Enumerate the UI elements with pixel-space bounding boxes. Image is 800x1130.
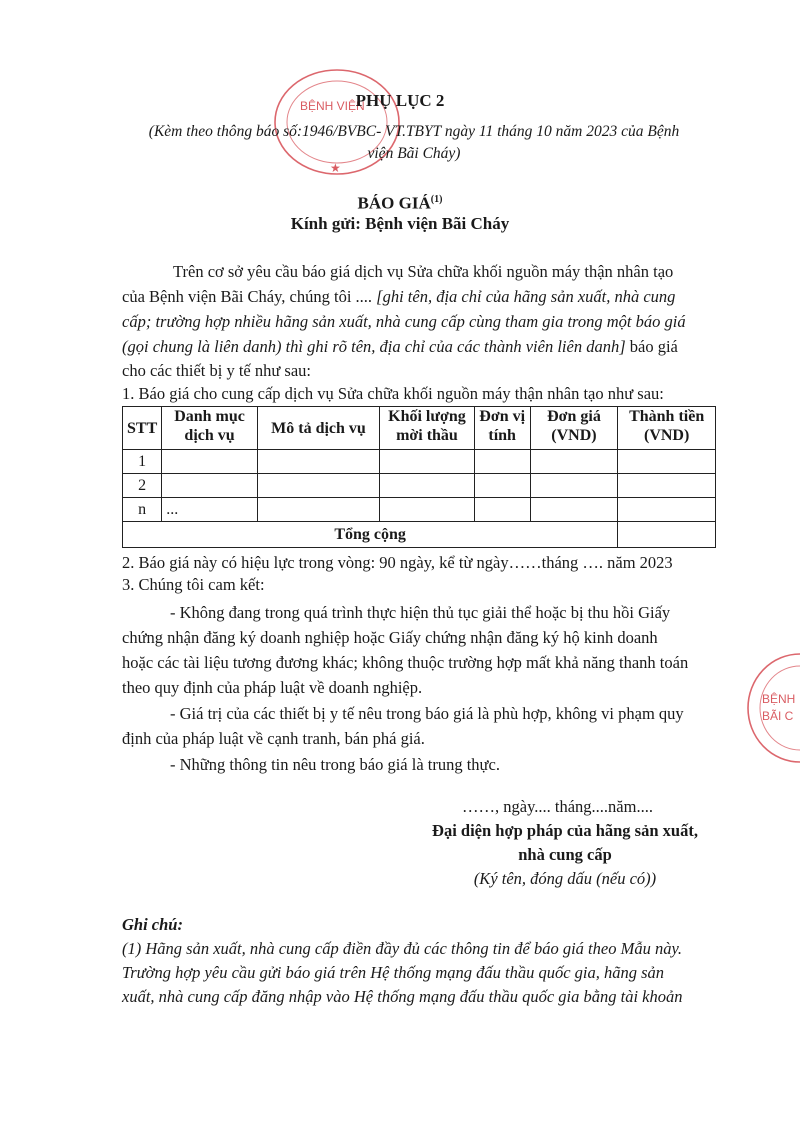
table-row: n ... bbox=[123, 498, 716, 522]
commit-2-line-1: - Giá trị của các thiết bị y tế nêu trong báo giá là phù hợp, không vi phạm quy bbox=[170, 704, 684, 723]
col-header-amount: Thành tiền (VND) bbox=[618, 407, 716, 450]
quote-table bbox=[122, 406, 716, 548]
col-header-service: Danh mục dịch vụ bbox=[162, 407, 258, 450]
item-3: 3. Chúng tôi cam kết: bbox=[122, 575, 265, 594]
quote-title: BÁO GIÁ$^{(1)}$ bbox=[357, 193, 443, 213]
col-header-description: Mô tả dịch vụ bbox=[257, 407, 379, 450]
stamp-text: BỆNH VIỆN bbox=[300, 99, 365, 113]
commit-1-line-3: hoặc các tài liệu tương đương khác; không thuộc trường hợp mất khả năng thanh toán bbox=[122, 653, 689, 672]
intro-line-4: (gọi chung là liên danh) thì ghi rõ tên, địa chỉ của các thành viên liên danh] báo giá bbox=[122, 337, 678, 356]
intro-line-1: Trên cơ sở yêu cầu báo giá dịch vụ Sửa chữa khối nguồn máy thận nhân tạo bbox=[173, 262, 674, 281]
intro-line-3: cấp; trường hợp nhiều hãng sản xuất, nhà cung cấp cùng tham gia trong một báo giá bbox=[122, 312, 686, 331]
table-total-row bbox=[123, 522, 716, 548]
signature-role-1: Đại diện hợp pháp của hãng sản xuất, bbox=[432, 821, 698, 840]
signature-role-2: nhà cung cấp bbox=[518, 845, 612, 864]
commit-1-line-1: - Không đang trong quá trình thực hiện thủ tục giải thể hoặc bị thu hồi Giấy bbox=[170, 603, 671, 622]
item-2: 2. Báo giá này có hiệu lực trong vòng: 90 ngày, kể từ ngày……tháng …. năm 2023 bbox=[122, 553, 673, 572]
commit-2-line-2: định của pháp luật về cạnh tranh, bán phá giá. bbox=[122, 729, 425, 748]
table-header-row bbox=[123, 407, 716, 450]
svg-text:★: ★ bbox=[330, 161, 341, 175]
item-1: 1. Báo giá cho cung cấp dịch vụ Sửa chữa khối nguồn máy thận nhân tạo như sau: bbox=[122, 384, 664, 403]
commit-3: - Những thông tin nêu trong báo giá là trung thực. bbox=[170, 755, 500, 774]
appendix-subtitle-1: (Kèm theo thông báo số:1946/BVBC- VT.TBYT ngày 11 tháng 10 năm 2023 của Bệnh bbox=[148, 123, 680, 140]
intro-line-5: cho các thiết bị y tế như sau: bbox=[122, 361, 312, 380]
note-1-line-1: (1) Hãng sản xuất, nhà cung cấp điền đầy đủ các thông tin để báo giá theo Mẫu này. bbox=[122, 939, 682, 958]
appendix-subtitle-2: viện Bãi Cháy) bbox=[367, 145, 461, 162]
signature-date: ……, ngày.... tháng....năm.... bbox=[462, 797, 653, 816]
commit-1-line-2: chứng nhận đăng ký doanh nghiệp hoặc Giấy chứng nhận đăng ký hộ kinh doanh bbox=[122, 628, 658, 647]
note-1-line-2: Trường hợp yêu cầu gửi báo giá trên Hệ thống mạng đấu thầu quốc gia, hãng sản bbox=[122, 963, 665, 982]
intro-line-2: của Bệnh viện Bãi Cháy, chúng tôi .... [ghi tên, địa chỉ của hãng sản xuất, nhà cung bbox=[122, 287, 676, 306]
col-header-unit-price: Đơn giá (VND) bbox=[530, 407, 618, 450]
signature-note: (Ký tên, đóng dấu (nếu có)) bbox=[473, 869, 657, 888]
total-label: Tổng cộng bbox=[123, 522, 618, 548]
side-stamp-text: BỆNH bbox=[762, 692, 796, 706]
side-stamp bbox=[738, 648, 800, 768]
notes-label: Ghi chú: bbox=[122, 915, 183, 934]
col-header-quantity: Khối lượng mời thầu bbox=[380, 407, 475, 450]
svg-text:BÃI C: BÃI C bbox=[762, 709, 794, 723]
appendix-title: PHỤ LỤC 2 bbox=[355, 91, 445, 110]
col-header-unit: Đơn vị tính bbox=[474, 407, 530, 450]
recipient: Kính gửi: Bệnh viện Bãi Cháy bbox=[290, 214, 510, 233]
table-row: 2 bbox=[123, 474, 716, 498]
col-header-stt: STT bbox=[123, 407, 162, 450]
commit-1-line-4: theo quy định của pháp luật về doanh nghiệp. bbox=[122, 678, 423, 697]
note-1-line-3: xuất, nhà cung cấp đăng nhập vào Hệ thống mạng đấu thầu quốc gia bằng tài khoản bbox=[122, 987, 683, 1006]
table-row: 1 bbox=[123, 450, 716, 474]
